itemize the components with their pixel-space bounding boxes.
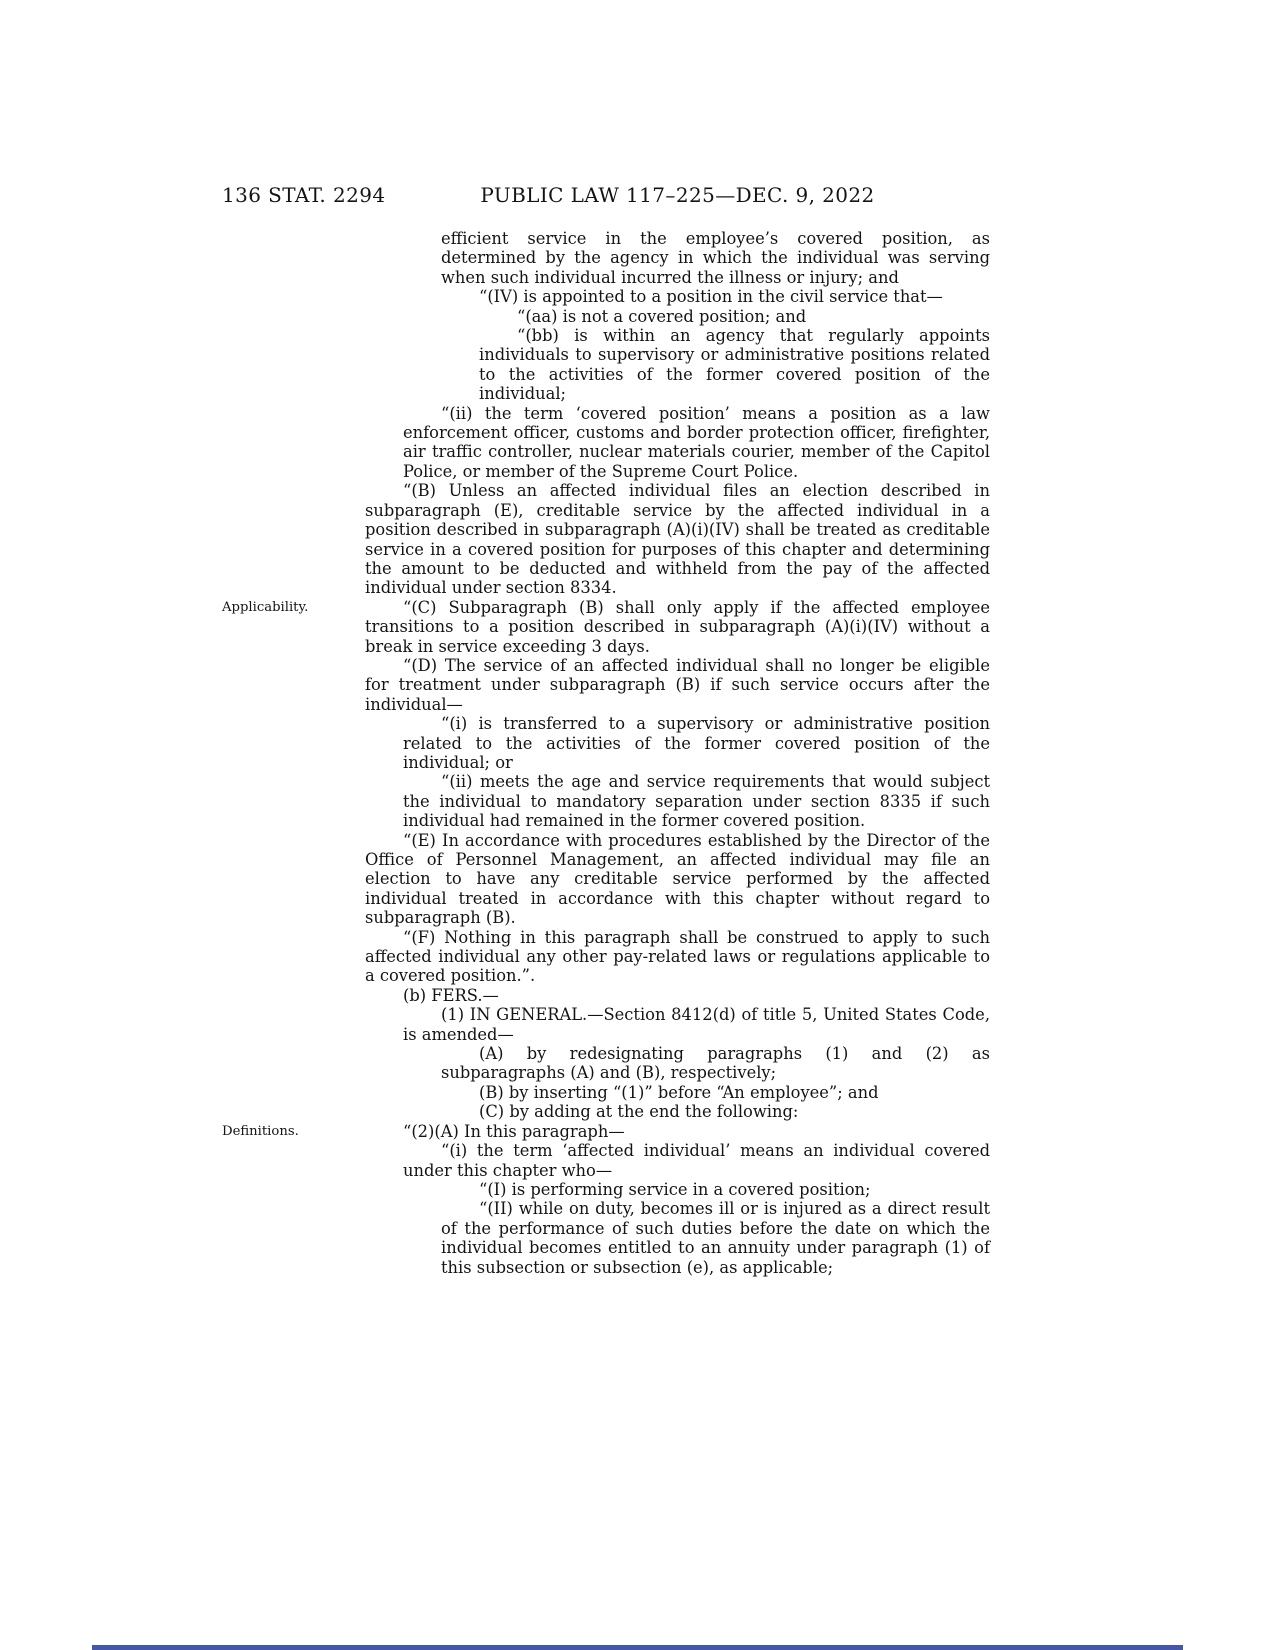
margin-note: Applicability. xyxy=(222,599,309,615)
law-title: PUBLIC LAW 117–225—DEC. 9, 2022 xyxy=(480,183,875,207)
scan-edge-artifact xyxy=(92,1645,1183,1650)
paragraph: “(I) is performing service in a covered position; xyxy=(479,1179,871,1199)
paragraph: “(F) Nothing in this paragraph shall be construed to apply to such affected individual any other pay-related laws or regulations applicable to a covered position.”. xyxy=(365,927,990,986)
margin-note: Definitions. xyxy=(222,1123,299,1139)
paragraph: (b) FERS.— xyxy=(403,985,499,1005)
paragraph: (1) IN GENERAL.—Section 8412(d) of title 5, United States Code, is amended— xyxy=(403,1005,990,1044)
paragraph: “(ii) meets the age and service requirements that would subject the individual to mandatory separation under section 8335 if such individual had remained in the former covered position. xyxy=(403,772,990,831)
paragraph: “(C) Subparagraph (B) shall only apply if the affected employee transitions to a position described in subparagraph (A)(i)(IV) without a break in service exceeding 3 days. Applicability. xyxy=(222,597,990,656)
paragraph: “(i) the term ‘affected individual’ means an individual covered under this chapter who— xyxy=(403,1141,990,1180)
paragraph: efficient service in the employee’s covered position, as determined by the agency in which the individual was serving when such individual incurred the illness or injury; and xyxy=(441,229,990,287)
statute-body xyxy=(222,229,990,1277)
paragraph: “(aa) is not a covered position; and xyxy=(517,306,807,326)
paragraph: “(2)(A) In this paragraph— Definitions. xyxy=(222,1121,625,1141)
paragraph: (C) by adding at the end the following: xyxy=(479,1102,799,1122)
paragraph: “(D) The service of an affected individual shall no longer be eligible for treatment under subparagraph (B) if such service occurs after the individual— xyxy=(365,655,990,714)
paragraph: “(i) is transferred to a supervisory or administrative position related to the activities of the former covered position of the individual; or xyxy=(403,714,990,772)
paragraph: “(ii) the term ‘covered position’ means a position as a law enforcement officer, customs and border protection officer, firefighter, air traffic controller, nuclear materials courier, member of the Capitol Police, or member of the Supreme Court Police. xyxy=(403,403,990,481)
page-header xyxy=(0,183,1275,209)
paragraph: (B) by inserting “(1)” before “An employee”; and xyxy=(479,1082,879,1102)
stat-number: 136 STAT. 2294 xyxy=(222,183,386,207)
paragraph: “(II) while on duty, becomes ill or is injured as a direct result of the performance of such duties before the date on which the individual becomes entitled to an annuity under paragraph (1) of this subsection or subsection (e), as applicable; xyxy=(441,1199,990,1277)
paragraph: “(B) Unless an affected individual files an election described in subparagraph (E), creditable service by the affected individual in a position described in subparagraph (A)(i)(IV) shall be treated as creditable service in a covered position for purposes of this chapter and determining the amount to be deducted and withheld from the pay of the affected individual under section 8334. xyxy=(365,481,990,598)
paragraph: “(IV) is appointed to a position in the civil service that— xyxy=(479,287,943,307)
paragraph: (A) by redesignating paragraphs (1) and (2) as subparagraphs (A) and (B), respectively; xyxy=(441,1044,990,1083)
paragraph: “(E) In accordance with procedures established by the Director of the Office of Personnel Management, an affected individual may file an election to have any creditable service performed by the affected individual treated in accordance with this chapter without regard to subparagraph (B). xyxy=(365,830,990,928)
paragraph: “(bb) is within an agency that regularly appoints individuals to supervisory or administrative positions related to the activities of the former covered position of the individual; xyxy=(479,326,990,404)
